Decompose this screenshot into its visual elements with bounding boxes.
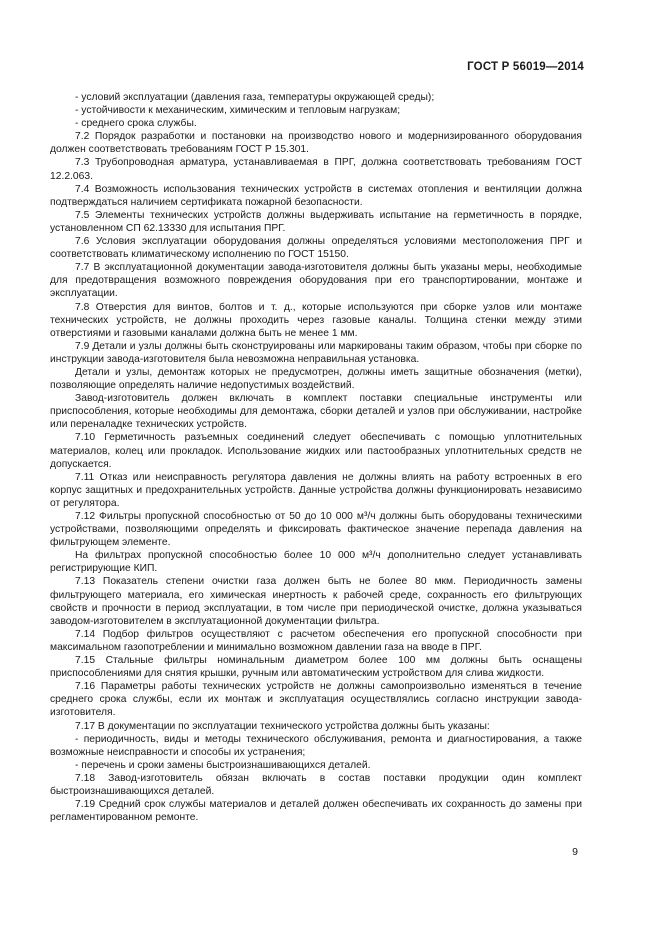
paragraph: 7.5 Элементы технических устройств должны выдерживать испытание на герметичность в порядке, установленном СП 62.13330 для испытания ПРГ. bbox=[50, 209, 582, 234]
paragraph: 7.12 Фильтры пропускной способностью от 50 до 10 000 м³/ч должны быть оборудованы техническими устройствами, позволяющими определять и фиксировать фактическое значение перепада давления на фильтрующем элементе. bbox=[50, 511, 582, 549]
document-body bbox=[50, 91, 582, 824]
paragraph: 7.2 Порядок разработки и постановки на производство нового и модернизированного оборудования должен соответствовать требованиям ГОСТ Р 15.301. bbox=[50, 131, 582, 156]
paragraph: 7.13 Показатель степени очистки газа должен быть не более 80 мкм. Периодичность замены фильтрующего материала, его химическая инертность к рабочей среде, сохранность его фильтрующих свойств и прочности в период эксплуатации, в том числе при периодической очистке, должна указываться заводом-изготовителем в эксплуатационной документации фильтра. bbox=[50, 576, 582, 627]
paragraph: 7.11 Отказ или неисправность регулятора давления не должны влиять на работу встроенных в его корпус защитных и предохранительных устройств. Данные устройства должны функционировать независимо от регулятора. bbox=[50, 471, 582, 509]
document-code: ГОСТ Р 56019—2014 bbox=[467, 61, 584, 73]
paragraph: 7.19 Средний срок службы материалов и деталей должен обеспечивать их сохранность до замены при регламентированном ремонте. bbox=[50, 799, 582, 824]
paragraph: - периодичность, виды и методы технического обслуживания, ремонта и диагностирования, а также возможные неисправности и способы их устранения; bbox=[50, 733, 582, 758]
paragraph: 7.16 Параметры работы технических устройств не должны самопроизвольно изменяться в течение среднего срока службы, если их монтаж и эксплуатация осуществлялись согласно инструкции завода-изготовителя. bbox=[50, 681, 582, 719]
paragraph: 7.6 Условия эксплуатации оборудования должны определяться условиями местоположения ПРГ и соответствовать климатическому исполнению по ГОСТ 15150. bbox=[50, 236, 582, 261]
paragraph: Детали и узлы, демонтаж которых не предусмотрен, должны иметь защитные обозначения (метки), позволяющие определять наличие недопустимых воздействий. bbox=[50, 366, 582, 392]
paragraph: 7.18 Завод-изготовитель обязан включать в состав поставки продукции один комплект быстроизнашивающихся деталей. bbox=[50, 772, 582, 797]
paragraph: 7.8 Отверстия для винтов, болтов и т. д., которые используются при сборке узлов или монтаже технических устройств, не должны проходить через газовые каналы. Толщина стенки между этими отверстиями и газовыми каналами должна быть не менее 1 мм. bbox=[50, 301, 582, 339]
paragraph: 7.9 Детали и узлы должны быть сконструированы или маркированы таким образом, чтобы при сборке по инструкции завода-изготовителя была невозможна неправильная установка. bbox=[50, 340, 582, 365]
paragraph: 7.14 Подбор фильтров осуществляют с расчетом обеспечения его пропускной способности при максимальном газопотреблении и минимально возможном давлении газа на вводе в ПРГ. bbox=[50, 628, 582, 653]
paragraph: На фильтрах пропускной способностью более 10 000 м³/ч дополнительно следует устанавливать регистрирующие КИП. bbox=[50, 550, 582, 575]
paragraph: 7.10 Герметичность разъемных соединений следует обеспечивать с помощью уплотнительных материалов, колец или прокладок. Использование жидких или пастообразных уплотнительных средств не допускается. bbox=[50, 432, 582, 470]
paragraph: 7.17 В документации по эксплуатации технического устройства должны быть указаны: bbox=[75, 720, 490, 732]
paragraph: - условий эксплуатации (давления газа, температуры окружающей среды); bbox=[75, 92, 435, 103]
paragraph: 7.4 Возможность использования технических устройств в системах отопления и вентиляции должна подтверждаться наличием сертификата пожарной безопасности. bbox=[50, 183, 582, 208]
page-number: 9 bbox=[572, 846, 578, 858]
paragraph: - перечень и сроки замены быстроизнашивающихся деталей. bbox=[75, 759, 371, 771]
paragraph: Завод-изготовитель должен включать в комплект поставки специальные инструменты или приспособления, которые необходимы для демонтажа, сборки деталей и узлов при обслуживании, настройке или переналадке технических устройств. bbox=[50, 393, 582, 431]
paragraph: 7.15 Стальные фильтры номинальным диаметром более 100 мм должны быть оснащены приспособлениями для снятия крышки, ручным или автоматическим устройством для слива жидкости. bbox=[50, 655, 582, 680]
paragraph: - устойчивости к механическим, химическим и тепловым нагрузкам; bbox=[75, 105, 401, 117]
paragraph: 7.7 В эксплуатационной документации завода-изготовителя должны быть указаны меры, необходимые для предотвращения возможного повреждения оборудования при его транспортировании, монтаже и эксплуатации. bbox=[50, 262, 582, 300]
paragraph: 7.3 Трубопроводная арматура, устанавливаемая в ПРГ, должна соответствовать требованиям ГОСТ 12.2.063. bbox=[50, 157, 582, 182]
paragraph: - среднего срока службы. bbox=[75, 118, 197, 130]
